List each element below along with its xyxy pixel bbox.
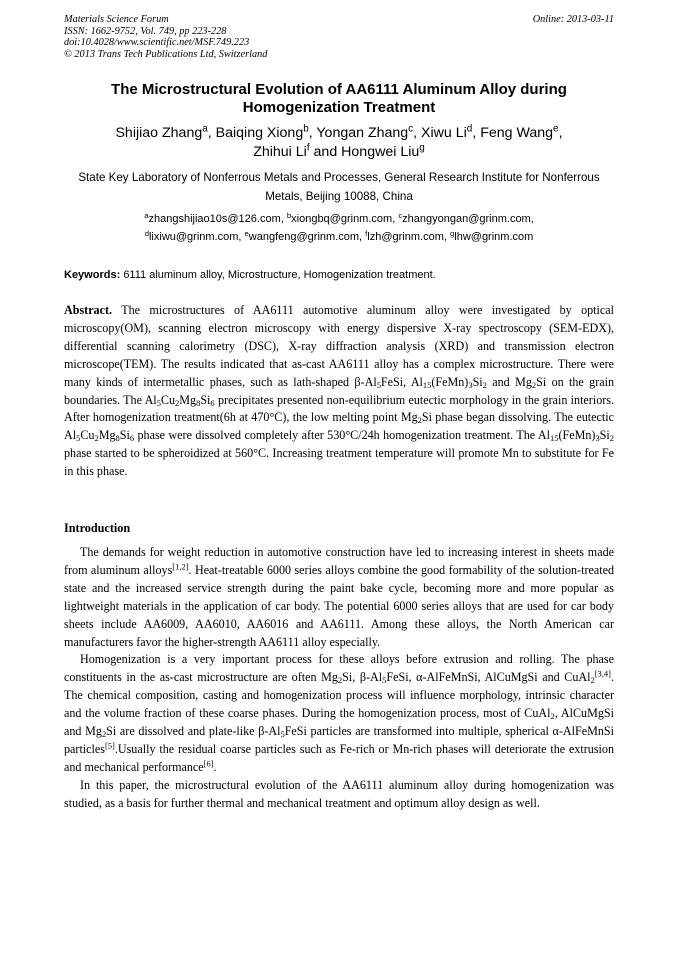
abstract-text: Mg — [179, 392, 197, 407]
abstract-label: Abstract. — [64, 303, 113, 317]
author-name: Shijiao Zhang — [115, 125, 203, 141]
subscript: 2 — [337, 675, 343, 686]
author-mark: e — [553, 123, 559, 135]
paragraph-text: Homogenization is a very important process for these alloys before extrusion and rolling. The phase constituents in the as-cast microstructure are often Mg — [64, 652, 614, 685]
email-address: zhangyongan@grinm.com — [402, 213, 531, 225]
abstract-text: Cu — [160, 392, 176, 407]
abstract-text: Si — [119, 428, 130, 443]
abstract-text: Si — [472, 374, 483, 389]
affiliation: State Key Laboratory of Nonferrous Metals and Processes, General Research Institute for Nonferrous Metals, Beijing 10088, China — [78, 171, 600, 203]
author-name: Feng Wang — [480, 125, 554, 141]
email-address: lzh@grinm.com — [367, 231, 444, 243]
paragraph-text: FeSi, α-AlFeMnSi, AlCuMgSi and CuAl — [386, 670, 591, 685]
citation: [5] — [104, 740, 115, 751]
paragraph-text: . The chemical composition, casting and homogenization process will influence morphology, intrinsic character and the volume fraction of these coarse phases. During the homogenization process, most of CuAl — [64, 670, 614, 721]
intro-paragraph-2 — [64, 651, 614, 776]
abstract-text: phase were dissolved completely after 530°C/24h homogenization treatment. The Al — [134, 428, 551, 443]
subscript: 8 — [115, 433, 120, 444]
keywords-text: 6111 aluminum alloy, Microstructure, Homogenization treatment. — [123, 269, 436, 281]
citation: [1,2] — [172, 561, 189, 572]
subscript: 2 — [550, 711, 555, 722]
subscript: 2 — [94, 433, 99, 444]
abstract-text: Si — [200, 392, 211, 407]
author-list: Shijiao Zhang$^a$, Baiqing Xiong$^b$, Yongan Zhang$^c$, Xiwu Li$^d$, Feng Wang$^e$, Zhihui Li$^f$ and Hongwei Liu$^g$ — [115, 123, 563, 160]
subscript: 5 — [376, 379, 381, 390]
abstract-text: FeSi, Al — [380, 374, 423, 389]
paragraph-text: .Usually the residual coarse particles such as Fe-rich or Mn-rich phases will deteriorate the extrusion and mechanical performance — [64, 741, 614, 774]
subscript: 15 — [550, 433, 559, 444]
intro-paragraph-3 — [64, 777, 614, 813]
abstract-text: Si on the grain boundaries. The Al — [64, 374, 615, 407]
issn-line: ISSN: 1662-9752, Vol. 749, pp 223-228 — [64, 25, 227, 37]
abstract-text: phase started to be spheroidized at 560°C. Increasing treatment temperature will promote Mn to substitute for Fe in this phase. — [64, 446, 614, 479]
email-mark: c — [398, 210, 403, 220]
subscript: 5 — [280, 729, 285, 740]
doi-line: doi:10.4028/www.scientific.net/MSF.749.223 — [64, 37, 250, 48]
author-mark: g — [419, 142, 425, 154]
author-mark: a — [202, 123, 208, 135]
abstract-text: Si phase began dissolving. The eutectic Al — [64, 410, 614, 443]
abstract-text: Si — [599, 428, 610, 443]
subscript: 2 — [590, 675, 595, 686]
paragraph-text: . Heat-treatable 6000 series alloys combine the good formability of the solution-treated state and the increased service strength during the paint bake cycle, becoming more and more popular as lightweight materials in the application of car body. The potential 6000 series alloys that are used for car body sheets include AA6009, AA6010, AA6016 and AA6111. Among these alloys, the North American car manufacturers favor the higher-strength AA6111 alloy especially. — [64, 562, 614, 649]
subscript: 3 — [468, 379, 473, 390]
abstract-text: Cu — [80, 428, 95, 443]
email-address: lhw@grinm.com — [454, 231, 534, 243]
copyright-line: © 2013 Trans Tech Publications Ltd, Switzerland — [64, 48, 268, 60]
online-date: Online: 2013-03-11 — [532, 14, 614, 25]
subscript: 6 — [129, 433, 135, 444]
paragraph-text: In this paper, the microstructural evolution of the AA6111 aluminum alloy during homogenization was studied, as a basis for further thermal and mechanical treatment and optimum alloy design as well. — [64, 777, 614, 810]
abstract-text: precipitates presented non-equilibrium eutectic morphology in the grain interiors. After homogenization treatment(6h at 470°C), the low melting point Mg — [64, 392, 614, 425]
email-address: lixiwu@grinm.com — [148, 231, 239, 243]
abstract-text: (FeMn) — [558, 428, 596, 443]
intro-paragraph-1 — [64, 544, 614, 651]
author-name: Zhihui Li — [253, 144, 307, 160]
email-address: wangfeng@grinm.com — [248, 231, 360, 243]
abstract-text: and Mg — [486, 374, 532, 389]
paragraph-text: The demands for weight reduction in automotive construction have led to increasing interest in sheets made from aluminum alloys — [64, 545, 614, 577]
email-mark: a — [144, 210, 149, 220]
journal-header — [64, 14, 614, 60]
email-list: $^a$zhangshijiao10s@126.com, $^b$xiongbq@grinm.com, $^c$zhangyongan@grinm.com, $^d$lixiwu@grinm.com, $^e$wangfeng@grinm.com, $^f$lzh@grinm.com, $^g$lhw@grinm.com — [144, 210, 534, 243]
introduction-heading: Introduction — [64, 521, 131, 535]
author-name: Baiqing Xiong — [215, 125, 304, 141]
author-name: Xiwu Li — [421, 125, 467, 141]
author-mark: d — [466, 123, 473, 135]
subscript: 15 — [422, 379, 432, 390]
subscript: 3 — [595, 433, 600, 444]
abstract-text: (FeMn) — [431, 374, 469, 389]
subscript: 8 — [196, 397, 201, 408]
email-mark: g — [449, 228, 455, 238]
citation: [3,4] — [594, 668, 611, 679]
author-name: Yongan Zhang — [316, 125, 409, 141]
email-mark: e — [244, 228, 249, 238]
subscript: 5 — [156, 397, 161, 408]
paragraph-text: , AlCuMgSi and Mg — [64, 706, 614, 739]
author-mark: b — [303, 123, 309, 135]
keywords-label: Keywords: — [64, 269, 121, 281]
subscript: 6 — [210, 397, 215, 408]
subscript: 2 — [531, 379, 537, 390]
keywords — [64, 267, 614, 283]
subscript: 2 — [482, 379, 487, 390]
paragraph-text: Si are dissolved and plate-like β-Al — [106, 724, 281, 739]
paragraph-text: Si, β-Al — [342, 670, 383, 685]
paragraph-text: FeSi particles are transformed into multiple, spherical α-AlFeMnSi particles — [64, 724, 614, 756]
subscript: 2 — [417, 415, 422, 426]
email-mark: f — [365, 228, 368, 238]
citation: [6] — [203, 758, 214, 769]
email-address: xiongbq@grinm.com — [291, 213, 393, 225]
subscript: 2 — [609, 433, 614, 444]
abstract — [64, 302, 614, 481]
email-mark: d — [144, 228, 149, 238]
subscript: 5 — [382, 675, 387, 686]
subscript: 5 — [76, 433, 81, 444]
author-mark: f — [306, 142, 310, 154]
subscript: 2 — [101, 729, 107, 740]
paper-title: The Microstructural Evolution of AA6111 Aluminum Alloy during Homogenization Treatment — [111, 81, 567, 116]
email-mark: b — [286, 210, 292, 220]
author-and: and — [313, 144, 338, 160]
subscript: 2 — [175, 397, 180, 408]
paragraph-text: . — [213, 759, 217, 774]
email-address: zhangshijiao10s@126.com — [148, 213, 281, 225]
author-mark: c — [408, 123, 414, 135]
abstract-text: The microstructures of AA6111 automotive aluminum alloy were investigated by optical microscopy(OM), scanning electron microscopy with energy dispersive X-ray spectroscopy (SEM-EDX), differential scanning calorimetry (DSC), X-ray diffraction analysis (XRD) and transmission electron microscope(TEM). The results indicated that as-cast AA6111 alloy has a complex microstructure. There were many kinds of intermetallic phases, such as lath-shaped β-Al — [64, 303, 614, 389]
author-name: Hongwei Liu — [341, 144, 420, 160]
introduction-body — [64, 544, 614, 813]
journal-name: Materials Science Forum — [64, 14, 169, 25]
abstract-text: Mg — [98, 428, 116, 443]
